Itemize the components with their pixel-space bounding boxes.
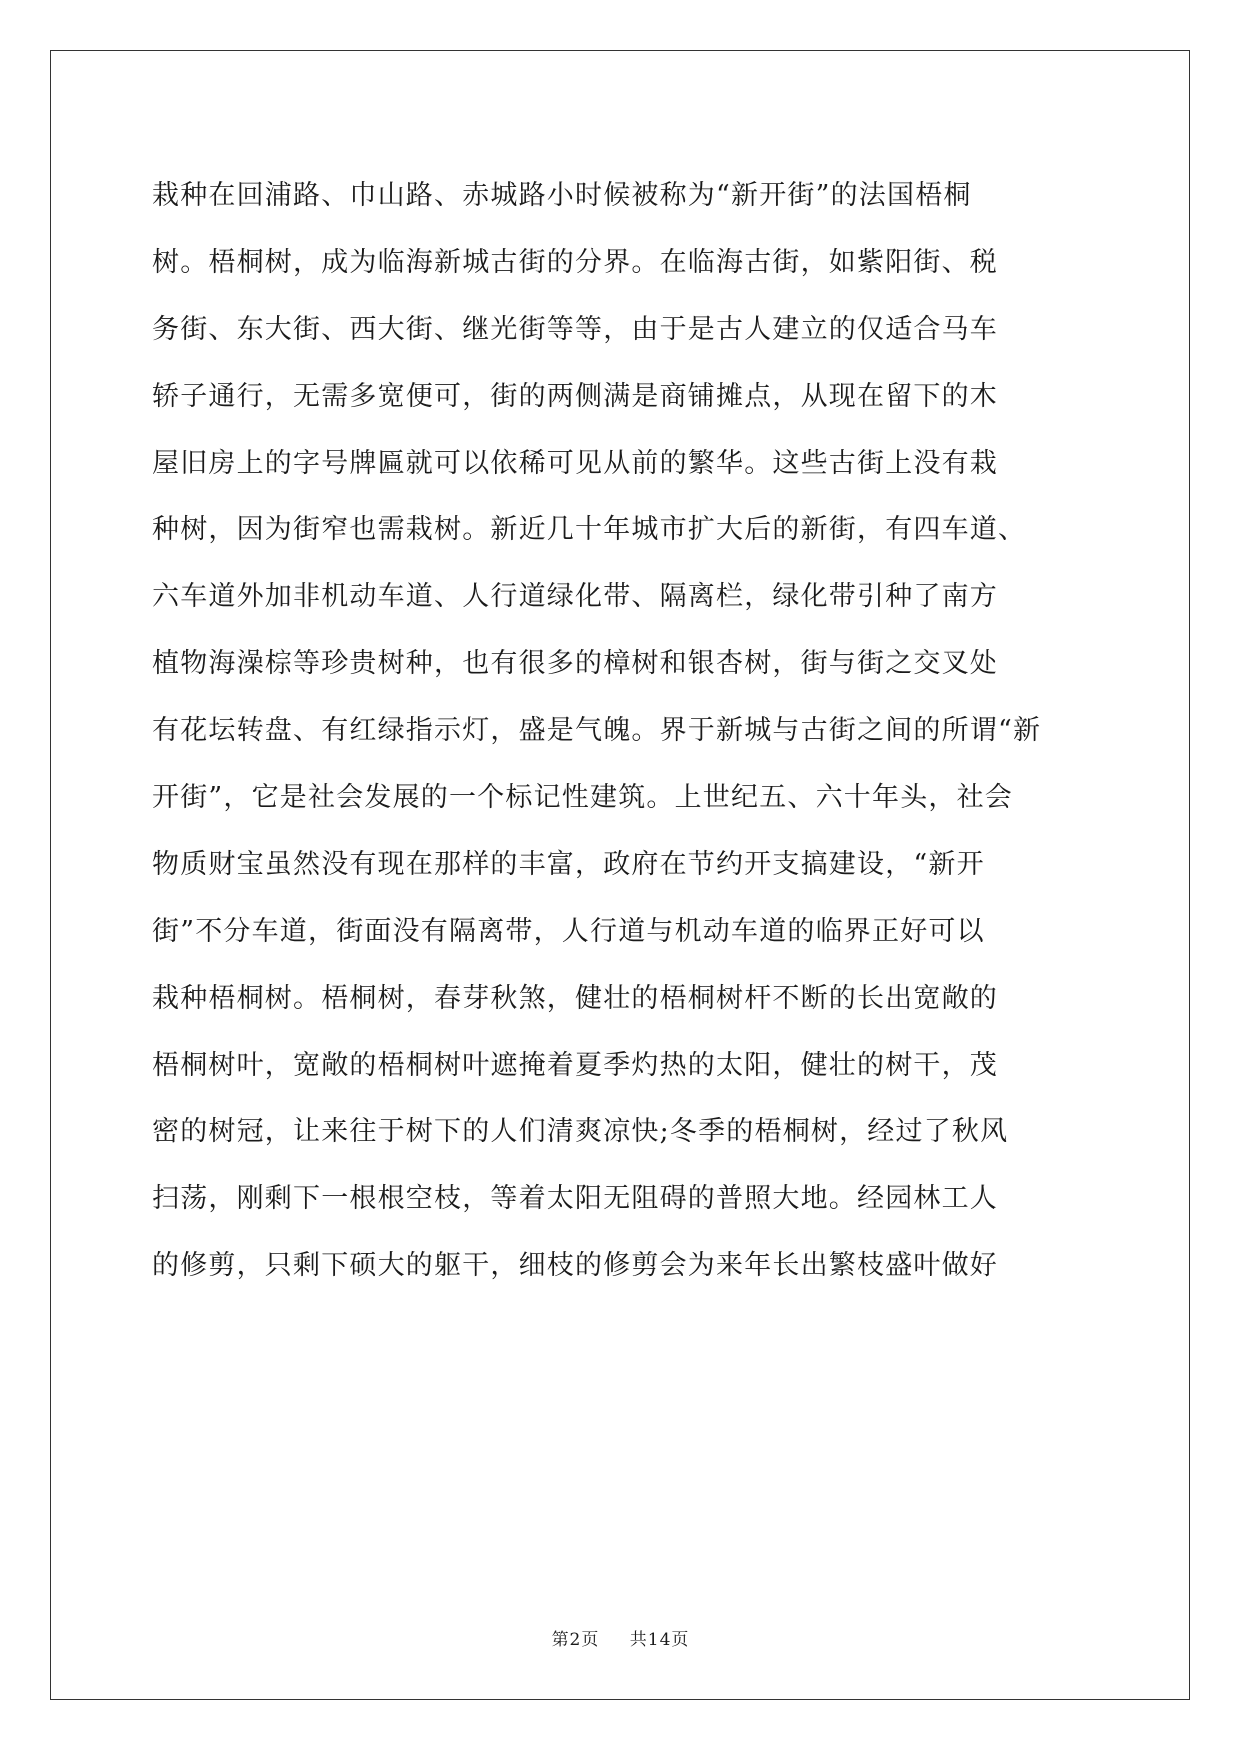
page-number: 第2页 <box>551 1630 600 1650</box>
text-line: 种树，因为街窄也需栽树。新近几十年城市扩大后的新街，有四车道、 <box>152 514 1027 546</box>
text-line: 六车道外加非机动车道、人行道绿化带、隔离栏，绿化带引种了南方 <box>152 581 998 613</box>
text-line: 扫荡，刚剩下一根根空枝，等着太阳无阻碍的普照大地。经园林工人 <box>152 1183 998 1215</box>
text-line: 有花坛转盘、有红绿指示灯，盛是气魄。界于新城与古街之间的所谓“新 <box>152 715 1042 747</box>
text-line: 密的树冠，让来往于树下的人们清爽凉快;冬季的梧桐树，经过了秋风 <box>152 1116 1009 1148</box>
text-line: 开街”，它是社会发展的一个标记性建筑。上世纪五、六十年头，社会 <box>152 782 1014 814</box>
page-footer <box>0 1625 1241 1650</box>
text-line: 街”不分车道，街面没有隔离带，人行道与机动车道的临界正好可以 <box>152 915 985 947</box>
text-line: 植物海澡棕等珍贵树种，也有很多的樟树和银杏树，街与街之交叉处 <box>152 648 998 680</box>
document-body <box>152 163 1092 1300</box>
text-line: 物质财宝虽然没有现在那样的丰富，政府在节约开支搞建设，“新开 <box>152 848 985 880</box>
text-line: 屋旧房上的字号牌匾就可以依稀可见从前的繁华。这些古街上没有栽 <box>152 447 998 479</box>
text-line: 栽种在回浦路、巾山路、赤城路小时候被称为“新开街”的法国梧桐 <box>152 180 972 211</box>
text-line: 务街、东大街、西大街、继光街等等，由于是古人建立的仅适合马车 <box>152 313 998 345</box>
text-line: 梧桐树叶，宽敞的梧桐树叶遮掩着夏季灼热的太阳，健壮的树干，茂 <box>152 1049 998 1081</box>
page-total: 共14页 <box>629 1630 690 1650</box>
text-line: 树。梧桐树，成为临海新城古街的分界。在临海古街，如紫阳街、税 <box>152 246 998 278</box>
text-line: 轿子通行，无需多宽便可，街的两侧满是商铺摊点，从现在留下的木 <box>152 380 998 412</box>
text-line: 的修剪，只剩下硕大的躯干，细枝的修剪会为来年长出繁枝盛叶做好 <box>152 1250 998 1282</box>
text-line: 栽种梧桐树。梧桐树，春芽秋煞，健壮的梧桐树杆不断的长出宽敞的 <box>152 982 998 1014</box>
